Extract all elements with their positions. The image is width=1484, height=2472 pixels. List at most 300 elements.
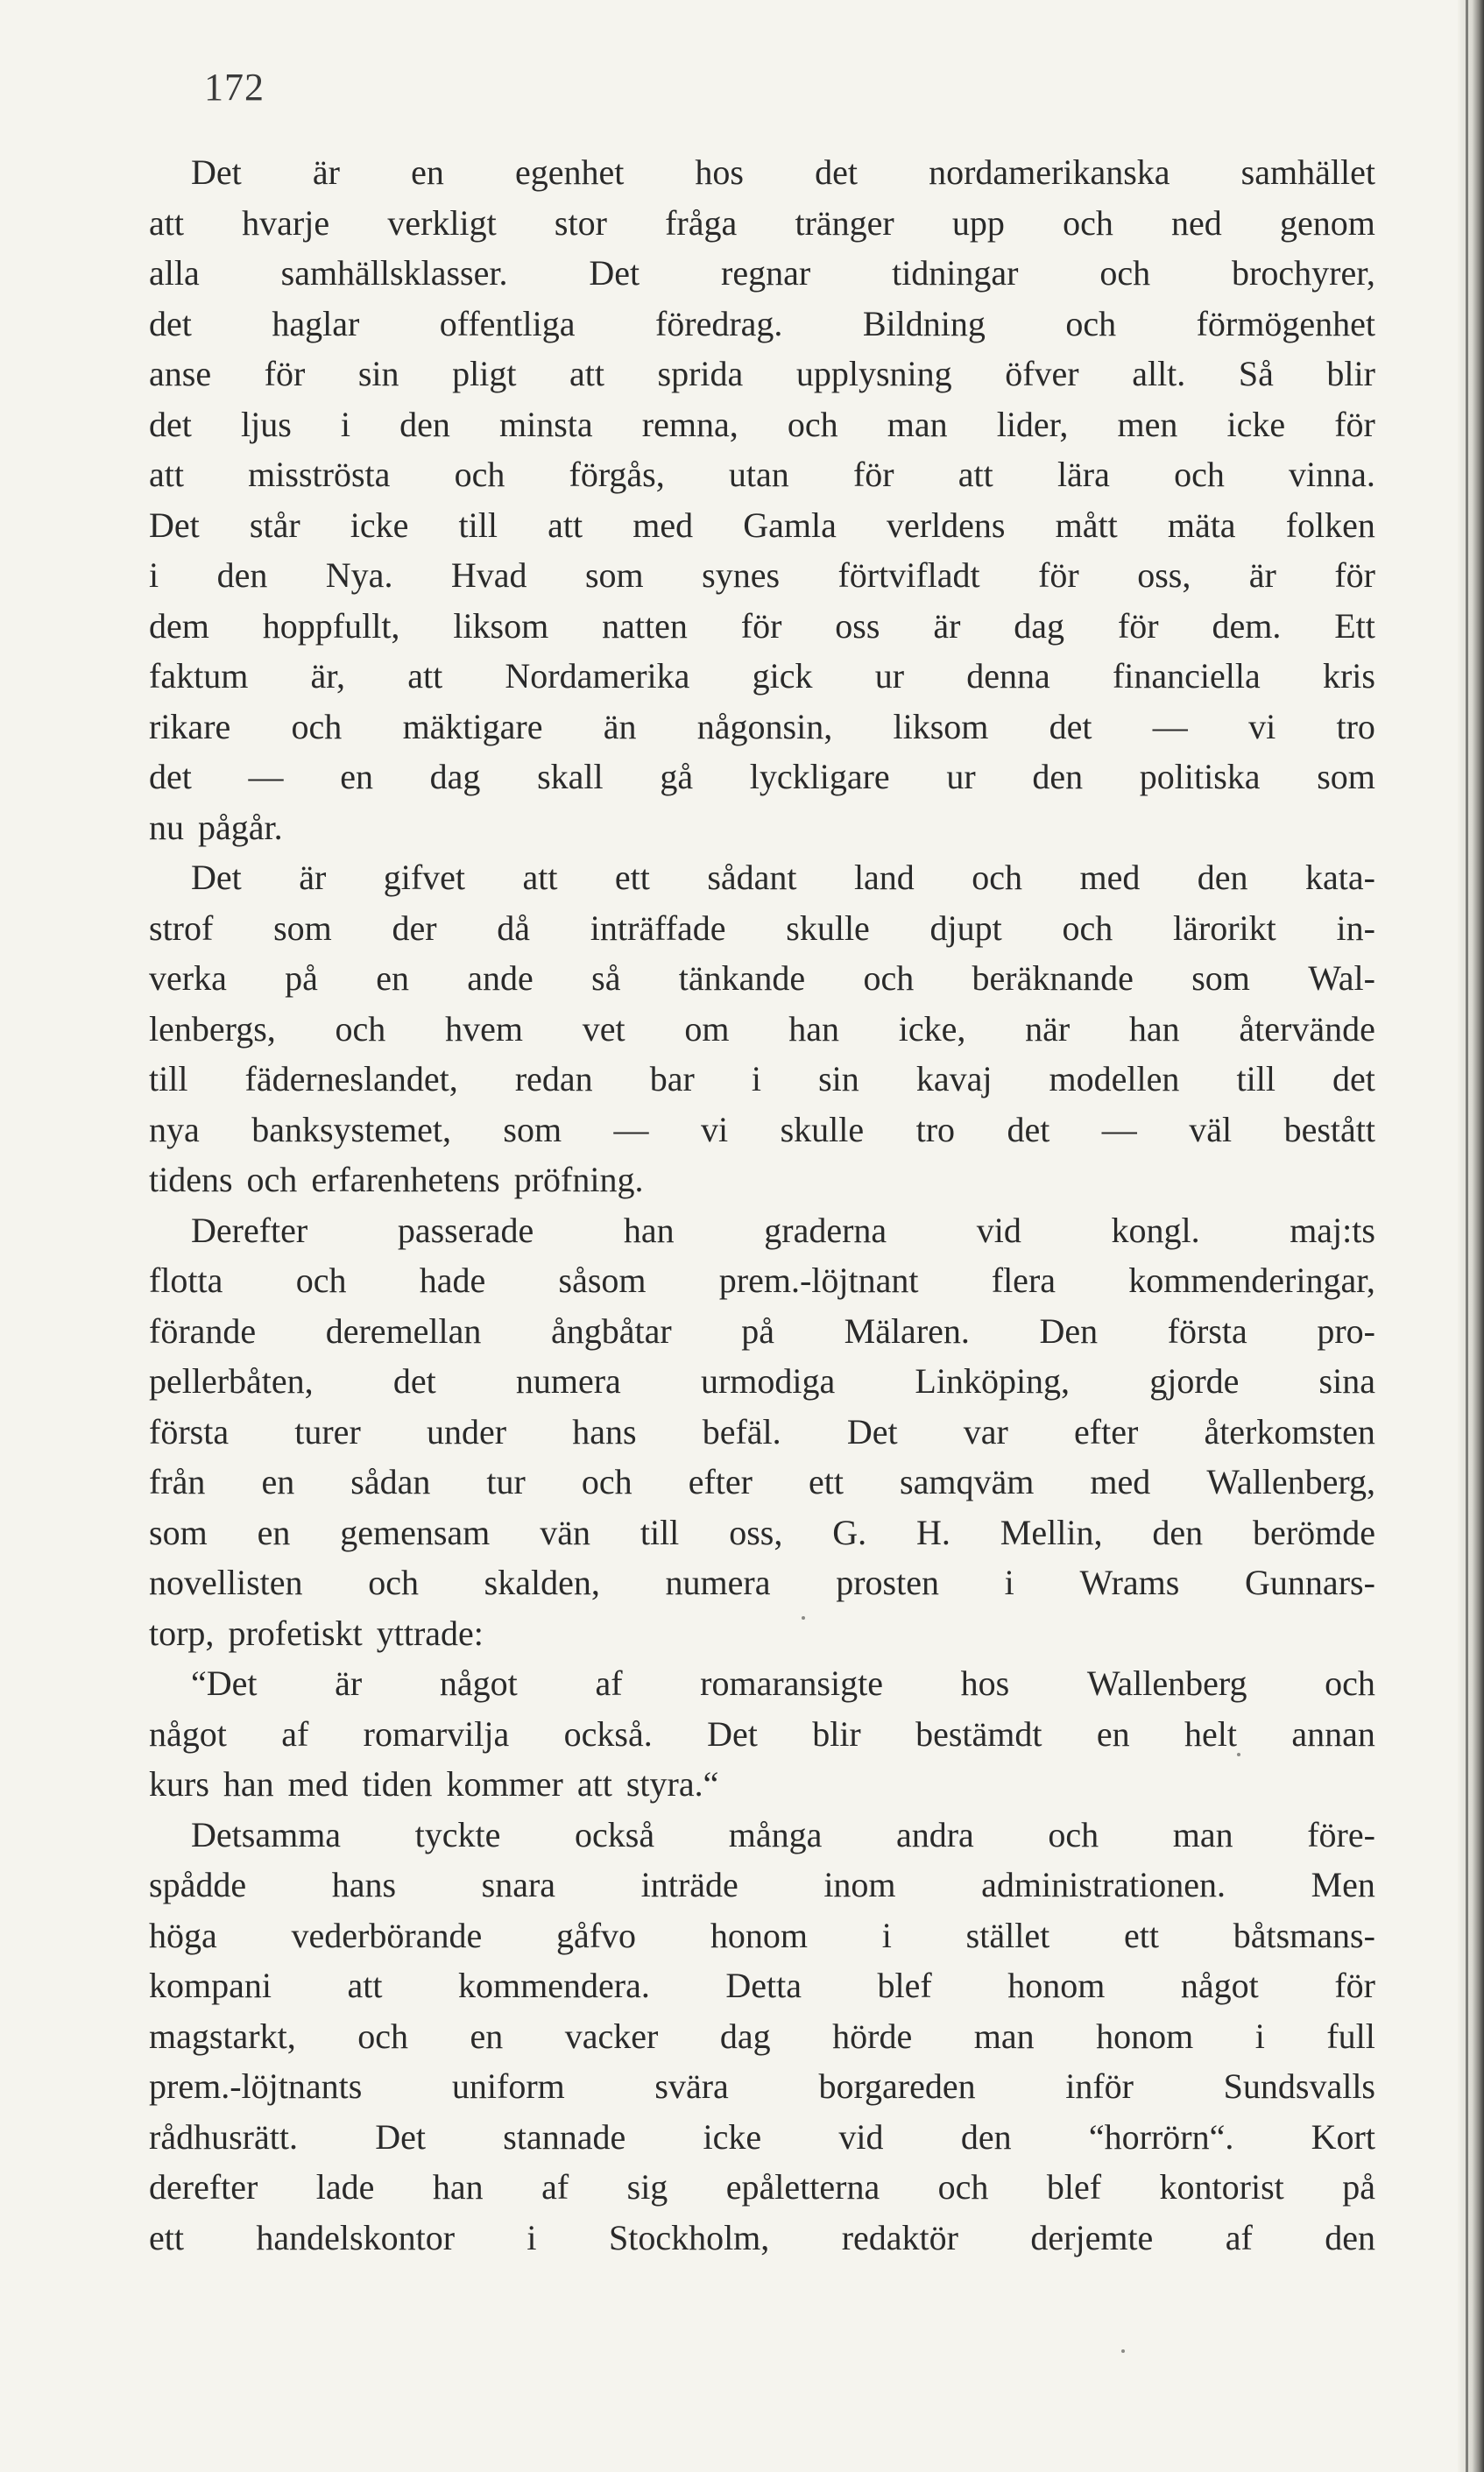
word: lider, [996,404,1069,444]
word: lade [315,2167,375,2207]
text-line [149,1709,1375,1760]
word: Mälaren. [844,1310,970,1351]
word: magstarkt, [149,2016,296,2056]
text-line [149,550,1375,601]
word: lenbergs, [149,1008,276,1049]
word: berömde [1253,1512,1375,1552]
word: står [249,505,300,545]
word: öfver [1005,354,1079,393]
word: ett [1123,1915,1159,1955]
word: och [1063,202,1113,243]
word: banksystemet, [251,1109,451,1149]
word: kommenderingar, [1128,1261,1375,1300]
word: andra [895,1814,974,1854]
page-edge-shadow [1458,0,1484,2472]
word: vinna. [1289,455,1375,494]
word: tidningar [892,253,1019,293]
word: och [291,706,343,746]
word: strof [149,908,214,948]
word: — [248,757,284,796]
word: Det [191,152,242,192]
word: derjemte [1030,2217,1154,2257]
word: folken [1285,505,1375,545]
word: in- [1336,908,1375,948]
word: honom [1007,1966,1106,2005]
word: af [541,2167,569,2207]
word: också [575,1814,655,1854]
word: att [347,1966,383,2005]
word: stannade [503,2116,626,2157]
text-line [149,702,1375,752]
word: till [640,1512,680,1552]
word: Wal- [1308,958,1375,998]
word: Gunnars- [1245,1563,1375,1602]
word: prosten [836,1563,939,1602]
word: urmodiga [700,1361,836,1401]
word: oss, [729,1512,783,1552]
word: han [788,1008,839,1049]
word: om [684,1008,730,1049]
word: i [526,2217,537,2257]
text-line [149,1105,1375,1155]
word: sina [1318,1361,1375,1401]
word: det [149,757,192,796]
word: med [632,505,694,545]
word: det [1332,1059,1375,1098]
word: ett [614,858,650,897]
word: och [454,455,505,494]
word: pro- [1317,1310,1375,1351]
word: anse [149,354,212,393]
word: kommer [446,1764,563,1804]
word: offentliga [439,303,576,343]
word: samhället [1240,152,1375,192]
word: så [591,958,621,998]
word: Nya. [325,555,393,595]
word: att [548,505,583,545]
text-line [149,2162,1375,2213]
word: politiska [1139,757,1261,796]
text-line [149,299,1375,350]
text-line [149,198,1375,249]
word: kata- [1304,858,1375,897]
word: sprida [657,354,744,393]
word: alla [149,253,200,293]
word: och [1065,303,1117,343]
word: Gamla [743,505,837,545]
word: och [1099,253,1151,293]
word: en [257,1512,291,1552]
word: tränger [795,202,894,243]
word: något [1180,1966,1259,2005]
text-line [149,2011,1375,2062]
word: Stockholm, [608,2217,770,2257]
text-line [149,2112,1375,2163]
word: Den [1039,1310,1099,1351]
word: att [522,858,558,897]
text-line [149,1557,1375,1608]
word: styra.“ [625,1764,719,1804]
word: yttrade: [376,1613,484,1653]
word: det [149,303,192,343]
word: natten [602,605,688,646]
word: vederbörande [291,1915,483,1955]
word: genom [1280,202,1375,243]
word: “Det [191,1663,258,1703]
word: handelskontor [256,2217,456,2257]
word: sin [818,1059,859,1098]
word: Wallenberg, [1206,1462,1375,1501]
word: icke [703,2116,762,2157]
word: man [1172,1814,1233,1854]
word: Sundsvalls [1223,2066,1375,2106]
text-line [149,852,1375,903]
word: af [281,1713,309,1754]
word: som [149,1512,208,1552]
word: af [595,1663,623,1703]
word: och [972,858,1023,897]
word: när [1025,1008,1071,1049]
word: land [853,858,915,897]
word: tro [1336,706,1375,746]
word: spådde [149,1865,247,1904]
word: och [246,1160,298,1199]
word: verka [149,958,227,998]
word: honom [1096,2016,1194,2056]
word: icke [1226,404,1286,444]
word: mått [1055,505,1118,545]
word: kris [1322,656,1375,696]
word: flotta [149,1261,223,1300]
word: för [852,455,894,494]
word: misströsta [248,455,391,494]
word: då [497,908,531,948]
text-line [149,1356,1375,1407]
word: redan [514,1059,593,1098]
word: gjorde [1149,1361,1240,1401]
word: som [584,555,644,595]
text-line [149,903,1375,954]
word: i [881,1915,892,1955]
word: kongl. [1111,1210,1200,1250]
word: är, [310,656,345,696]
word: före- [1307,1814,1375,1854]
word: kurs [149,1764,209,1804]
word: att [576,1764,612,1804]
text-line [149,399,1375,450]
word: någonsin, [696,706,833,746]
word: passerade [397,1210,534,1250]
word: förande [149,1310,257,1351]
text-line [149,147,1375,198]
word: lyckligare [749,757,890,796]
word: hvarje [242,202,330,243]
word: han [223,1764,274,1804]
word: på [1342,2167,1375,2207]
word: ett [149,2217,184,2257]
text-line [149,1407,1375,1458]
word: remna, [641,404,738,444]
word: kompani [149,1966,272,2005]
word: af [1225,2217,1253,2257]
text-line [149,953,1375,1004]
word: djupt [929,908,1002,948]
word: förgås, [569,455,665,494]
word: brochyrer, [1232,253,1375,293]
word: en [376,958,409,998]
word: allt. [1132,354,1186,393]
text-line [149,1810,1375,1861]
word: var [963,1411,1008,1451]
word: båtsmans- [1233,1915,1375,1955]
word: som [1191,958,1250,998]
word: och [368,1563,419,1602]
word: gick [752,656,813,696]
word: i [340,404,351,444]
word: Men [1311,1865,1375,1904]
word: Bildning [862,303,986,343]
word: vet [582,1008,625,1049]
word: höga [149,1915,217,1955]
word: i [1254,2016,1265,2056]
word: och [1325,1663,1375,1703]
word: vi [701,1109,729,1149]
word: deremellan [325,1310,482,1351]
word: det [149,404,192,444]
word: för [1117,605,1159,646]
word: dag [1014,605,1065,646]
word: egenhet [514,152,625,192]
word: också. [563,1713,653,1754]
word: dem. [1212,605,1282,646]
word: en [411,152,444,192]
word: och [335,1008,386,1049]
word: honom [710,1915,808,1955]
word: helt [1184,1713,1237,1754]
text-line [149,2213,1375,2264]
word: verkligt [387,202,497,243]
word: som [503,1109,562,1149]
word: en [261,1462,295,1501]
text-line [149,1155,1375,1205]
print-speck [802,1616,805,1620]
word: flera [991,1261,1056,1300]
word: Wallenberg [1086,1663,1247,1703]
word: gå [660,757,694,796]
word: faktum [149,656,249,696]
word: dag [429,757,481,796]
word: hoppfullt, [262,605,400,646]
word: den [1152,1512,1204,1552]
word: upp [951,202,1005,243]
word: att [407,656,443,696]
text-line [149,802,1375,853]
word: mäta [1167,505,1236,545]
word: det [392,1361,436,1401]
word: befäl. [702,1411,781,1451]
text-line [149,1004,1375,1055]
word: att [149,455,184,494]
text-line [149,1860,1375,1911]
word: hade [419,1261,486,1300]
word: hans [572,1411,637,1451]
word: som [1317,757,1375,796]
word: G. [832,1512,867,1552]
word: sådan [350,1462,431,1501]
word: och [295,1261,347,1300]
word: Nordamerika [505,656,690,696]
word: borgareden [818,2066,976,2106]
word: Hvad [450,555,527,595]
word: såsom [558,1261,647,1300]
word: haglar [272,303,360,343]
word: samqväm [900,1462,1035,1501]
word: Det [191,858,242,897]
word: icke [350,505,409,545]
word: det [1049,706,1092,746]
word: oss [835,605,880,646]
word: och [937,2167,989,2207]
word: den [960,2116,1012,2157]
word: vid [838,2116,884,2157]
word: Wrams [1079,1563,1180,1602]
word: erfarenhetens [311,1160,500,1199]
word: sig [626,2167,668,2207]
word: minsta [499,404,593,444]
text-line [149,500,1375,551]
word: lärorikt [1173,908,1276,948]
word: än [603,706,637,746]
word: för [1334,555,1375,595]
word: oss, [1137,555,1191,595]
word: men [1117,404,1178,444]
word: Det [846,1411,898,1451]
word: uniform [451,2066,565,2106]
word: något [439,1663,518,1703]
word: för [1038,555,1079,595]
word: rikare [149,706,231,746]
text-line [149,1911,1375,1961]
word: redaktör [841,2217,958,2257]
word: är [299,858,327,897]
word: han [623,1210,675,1250]
word: samhällsklasser. [280,253,508,293]
word: ångbåtar [551,1310,672,1351]
word: ljus [240,404,292,444]
word: den [1325,2217,1375,2257]
word: sin [357,354,399,393]
word: för [264,354,306,393]
text-line [149,1608,1375,1659]
word: denna [966,656,1050,696]
word: att [149,202,184,243]
word: graderna [764,1210,887,1250]
word: tiden [362,1764,433,1804]
word: det [1007,1109,1050,1149]
word: ned [1171,202,1222,243]
word: hvem [445,1008,523,1049]
word: gemensam [340,1512,491,1552]
page-number: 172 [204,66,265,109]
word: Det [707,1713,758,1754]
word: — [1152,706,1188,746]
text-line [149,1960,1375,2011]
word: inom [823,1865,896,1904]
word: förtvifladt [837,555,980,595]
word: der [392,908,437,948]
word: sådant [707,858,797,897]
word: den [1197,858,1248,897]
word: inträde [640,1865,738,1904]
word: stället [965,1915,1050,1955]
word: att [569,354,604,393]
word: den [399,404,450,444]
word: på [741,1310,775,1351]
text-line [149,1306,1375,1357]
word: liksom [893,706,989,746]
word: blir [812,1713,861,1754]
word: och [863,958,915,998]
word: Linköping, [915,1361,1071,1401]
print-speck [1121,2349,1125,2353]
word: Detsamma [191,1814,342,1854]
word: gåfvo [555,1915,637,1955]
word: beräknande [972,958,1134,998]
word: många [728,1814,823,1854]
word: med [287,1764,349,1804]
word: är [1248,555,1276,595]
word: man [973,2016,1035,2056]
word: — [1101,1109,1137,1149]
word: man [887,404,948,444]
word: den [216,555,268,595]
text-line [149,2061,1375,2112]
word: nu [149,807,184,847]
word: Det [149,505,200,545]
word: är [335,1663,363,1703]
word: skulle [786,908,870,948]
word: vi [1248,706,1276,746]
word: pågår. [198,807,283,847]
word: tro [915,1109,956,1149]
word: återkomsten [1204,1411,1375,1451]
word: och [1062,908,1113,948]
word: nya [149,1109,200,1149]
word: blef [877,1966,932,2005]
word: romaransigte [700,1663,883,1703]
word: återvände [1239,1008,1375,1049]
word: nordamerikanska [929,152,1170,192]
page-edge-line [1466,0,1468,2472]
word: bestämdt [915,1713,1042,1754]
word: torp, [149,1613,215,1653]
word: bestått [1283,1109,1375,1149]
word: kommendera. [458,1966,650,2005]
word: inför [1065,2066,1134,2106]
word: svära [654,2066,729,2106]
word: profetiskt [228,1613,363,1653]
word: hos [960,1663,1010,1703]
word: förmögenhet [1196,303,1375,343]
word: och [357,2016,408,2056]
word: mäktigare [402,706,543,746]
word: till [458,505,498,545]
word: ande [467,958,534,998]
word: prem.-löjtnants [149,2066,363,2106]
word: föredrag. [654,303,783,343]
word: fäderneslandet, [244,1059,458,1098]
word: synes [702,555,781,595]
